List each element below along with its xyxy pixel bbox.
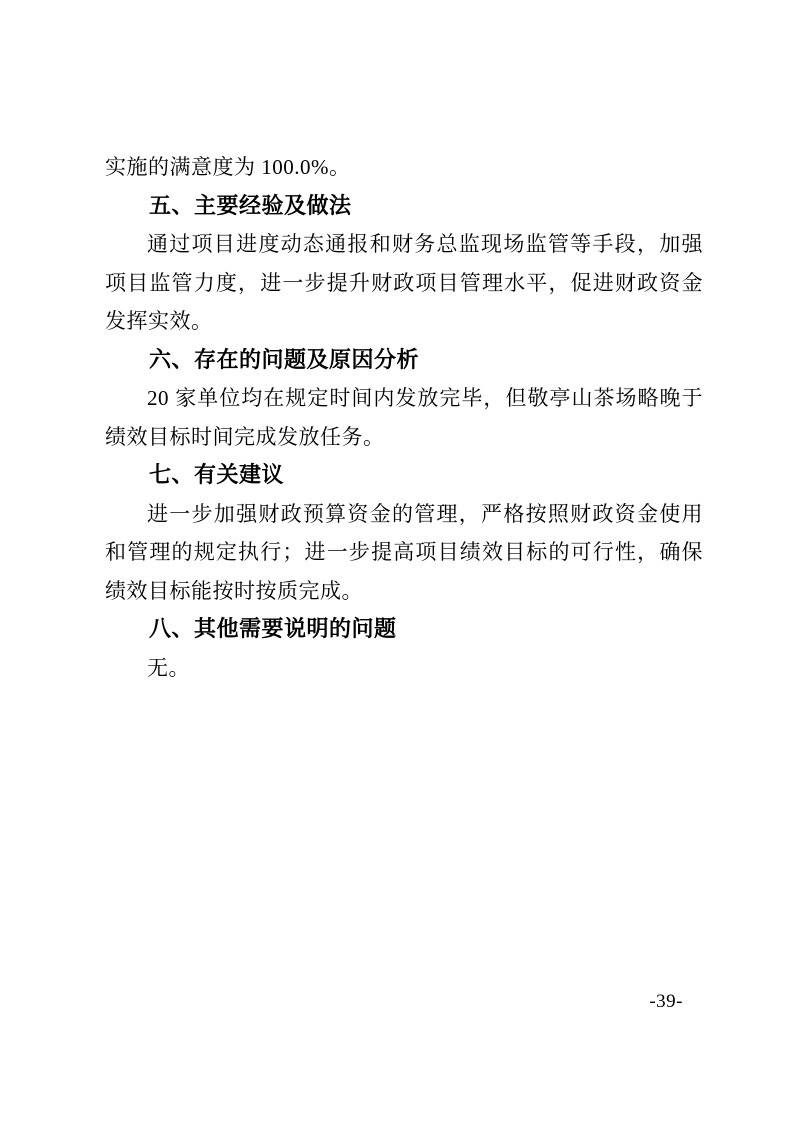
paragraph-section-8: 无。 [147, 655, 190, 680]
section-heading-8: 八、其他需要说明的问题 [149, 616, 397, 641]
paragraph-section-6: 20 家单位均在规定时间内发放完毕，但敬亭山茶场略晚于绩效目标时间完成发放任务。 [105, 386, 703, 449]
page-number: -39- [649, 991, 683, 1012]
paragraph-section-7: 进一步加强财政预算资金的管理，严格按照财政资金使用和管理的规定执行；进一步提高项目绩效目标的可行性，确保绩效目标能按时按质完成。 [105, 501, 703, 603]
paragraph-continuation: 实施的满意度为 100.0%。 [105, 155, 351, 179]
section-heading-6: 六、存在的问题及原因分析 [149, 346, 420, 372]
section-heading-5: 五、主要经验及做法 [149, 192, 352, 218]
paragraph-section-5: 通过项目进度动态通报和财务总监现场监管等手段，加强项目监管力度，进一步提升财政项目管理水平，促进财政资金发挥实效。 [105, 232, 703, 333]
section-heading-7: 七、有关建议 [149, 462, 285, 487]
document-body [105, 148, 703, 687]
